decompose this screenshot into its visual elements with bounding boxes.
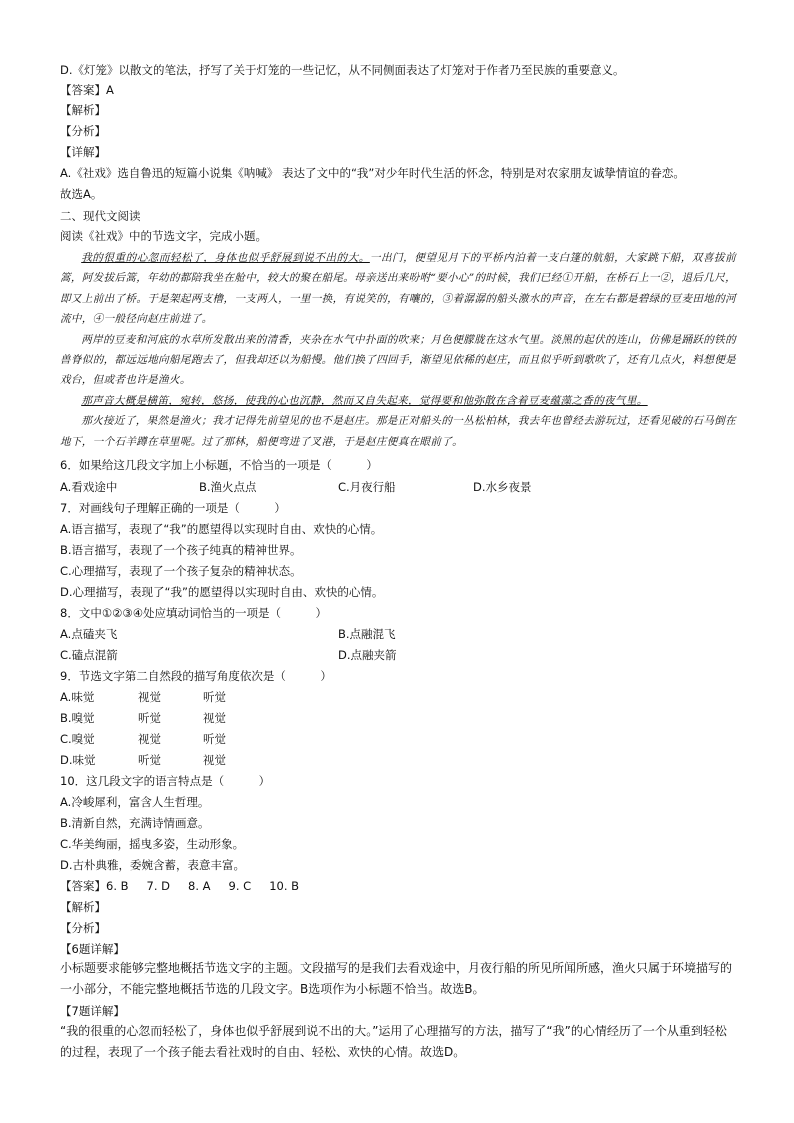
question-8-stem: 8．文中①②③④处应填动词恰当的一项是（ ） [60,606,328,620]
q7-option-c[interactable]: C.心理描写，表现了一个孩子复杂的精神状态。 [60,564,302,578]
answer-8: 8. A [188,879,211,893]
question-9-stem: 9．节选文字第二自然段的描写角度依次是（ ） [60,669,332,683]
answer-label: 【答案】A [60,83,114,97]
question-10-stem: 10．这几段文字的语言特点是（ ） [60,774,271,788]
q10-option-c[interactable]: C.华美绚丽，摇曳多姿，生动形象。 [60,837,245,851]
q9-option-c[interactable]: C.嗅觉 视觉 听觉 [60,732,226,746]
reading-intro: 阅读《社戏》中的节选文字，完成小题。 [60,229,267,243]
q8-option-d[interactable]: D.点 融 夹 箭 [338,648,397,662]
answer-9: 9. C [228,879,252,893]
q10-option-a[interactable]: A.冷峻犀利，富含人生哲理。 [60,795,210,809]
reading-passage [60,248,736,452]
passage-paragraph-2: 两岸的豆麦和河底的水草所发散出来的清香，夹杂在水气中扑面的吹来；月色便朦胧在这水气里。淡黑的起伏的连山，仿佛是踊跃的铁的兽脊似的，都远远地向船尾跑去了，但我却还以为船慢。他们换了四回手，渐望见依稀的赵庄，而且似乎听到歌吹了，还有几点火，料想便是戏台，但或者也许是渔火。 [60,333,736,387]
q6-option-a[interactable]: A.看戏途中 [60,480,118,494]
answer-7: 7. D [146,879,171,893]
q7-detail-title: 【7题详解】 [60,1004,125,1018]
passage-paragraph-3 [60,391,736,411]
q6-option-c[interactable]: C.月夜行船 [338,480,396,494]
underlined-sentence-1: 我的很重的心忽而轻松了，身体也似乎舒展到说不出的大。 [81,252,370,264]
analysis-label: 【解析】 [60,103,106,117]
detail-text: A.《社戏》选自鲁迅的短篇小说集《呐喊》 表达了文中的“我”对少年时代生活的怀念，特别是对农家朋友诚挚情谊的眷恋。 [60,166,685,180]
q6-detail-title: 【6题详解】 [60,942,125,956]
q6-option-d[interactable]: D.水乡夜景 [473,480,532,494]
answer-10: 10. B [269,879,300,893]
question-6-stem: 6．如果给这几段文字加上小标题，不恰当的一项是（ ） [60,458,378,472]
fenxi-label-2: 【分析】 [60,921,106,935]
answers-row [60,876,299,896]
q8-row-1 [60,624,740,644]
q8-option-b[interactable]: B.点 融 混 飞 [338,627,396,641]
q6-option-b[interactable]: B.渔火点点 [199,480,257,494]
q9-option-d[interactable]: D.味觉 听觉 视觉 [60,753,226,767]
paragraph-1-rest: 一出门，便望见月下的平桥内泊着一支白篷的航船，大家跳下船，双喜拔前篙，阿发拔后篙，年幼的都陪我坐在舱中，较大的聚在船尾。母亲送出来吩咐“要小心”的时候，我们已经①开船，在桥石上一②，退后几尺，即又上前出了桥。于是架起两支橹，一支两人，一里一换，有说笑的，有嚷的，③着潺潺的船头激水的声音，在左右都是碧绿的豆麦田地的河流中，④一般径向赵庄前进了。 [60,252,736,326]
answers-label: 【答案】 [60,879,106,893]
section-heading: 二、现代文阅读 [60,209,141,223]
underlined-sentence-2: 那声音大概是横笛，宛转，悠扬，使我的心也沉静，然而又自失起来，觉得要和他弥散在含着豆麦蕴藻之香的夜气里。 [81,394,648,407]
q6-detail-body: 小标题要求能够完整地概括节选文字的主题。文段描写的是我们去看戏途中，月夜行船的所见所闻所感，渔火只属于环境描写的一小部分，不能完整地概括节选的几段文字。B选项作为小标题不恰当。故选B。 [60,961,733,996]
fenxi-label: 【分析】 [60,124,106,138]
answer-6: 6. B [106,879,129,893]
q9-option-a[interactable]: A.味觉 视觉 听觉 [60,690,226,704]
option-d-text: D.《灯笼》以散文的笔法，抒写了关于灯笼的一些记忆，从不同侧面表达了灯笼对于作者乃至民族的重要意义。 [60,63,625,77]
q8-option-c[interactable]: C.磕 点 混 箭 [60,648,118,662]
q9-option-b[interactable]: B.嗅觉 听觉 视觉 [60,711,226,725]
q7-option-b[interactable]: B.语言描写，表现了一个孩子纯真的精神世界。 [60,543,302,557]
passage-paragraph-4: 那火接近了，果然是渔火；我才记得先前望见的也不是赵庄。那是正对船头的一丛松柏林，我去年也曾经去游玩过，还看见破的石马倒在地下，一个石羊蹲在草里呢。过了那林，船便弯进了叉港，于是赵庄便真在眼前了。 [60,415,736,448]
q7-option-d[interactable]: D.心理描写，表现了“我”的愿望得以实现时自由、欢快的心情。 [60,585,384,599]
detail-label: 【详解】 [60,145,106,159]
analysis-label-2: 【解析】 [60,900,106,914]
question-7-stem: 7．对画线句子理解正确的一项是（ ） [60,501,286,515]
q8-row-2 [60,645,740,665]
q10-option-d[interactable]: D.古朴典雅，委婉含蓄，表意丰富。 [60,858,246,872]
q10-option-b[interactable]: B.清新自然，充满诗情画意。 [60,816,210,830]
q7-option-a[interactable]: A.语言描写，表现了“我”的愿望得以实现时自由、欢快的心情。 [60,522,383,536]
q7-detail-body: “我的很重的心忽而轻松了，身体也似乎舒展到说不出的大。”运用了心理描写的方法，描写了“我”的心情经历了一个从重到轻松的过程，表现了一个孩子能去看社戏时的自由、轻松、欢快的心情。故选D。 [60,1024,727,1059]
passage-paragraph-1 [60,248,736,330]
choice-conclusion: 故选A。 [60,187,103,201]
question-6-options [60,477,740,497]
q8-option-a[interactable]: A.点 磕 夹 飞 [60,627,118,641]
